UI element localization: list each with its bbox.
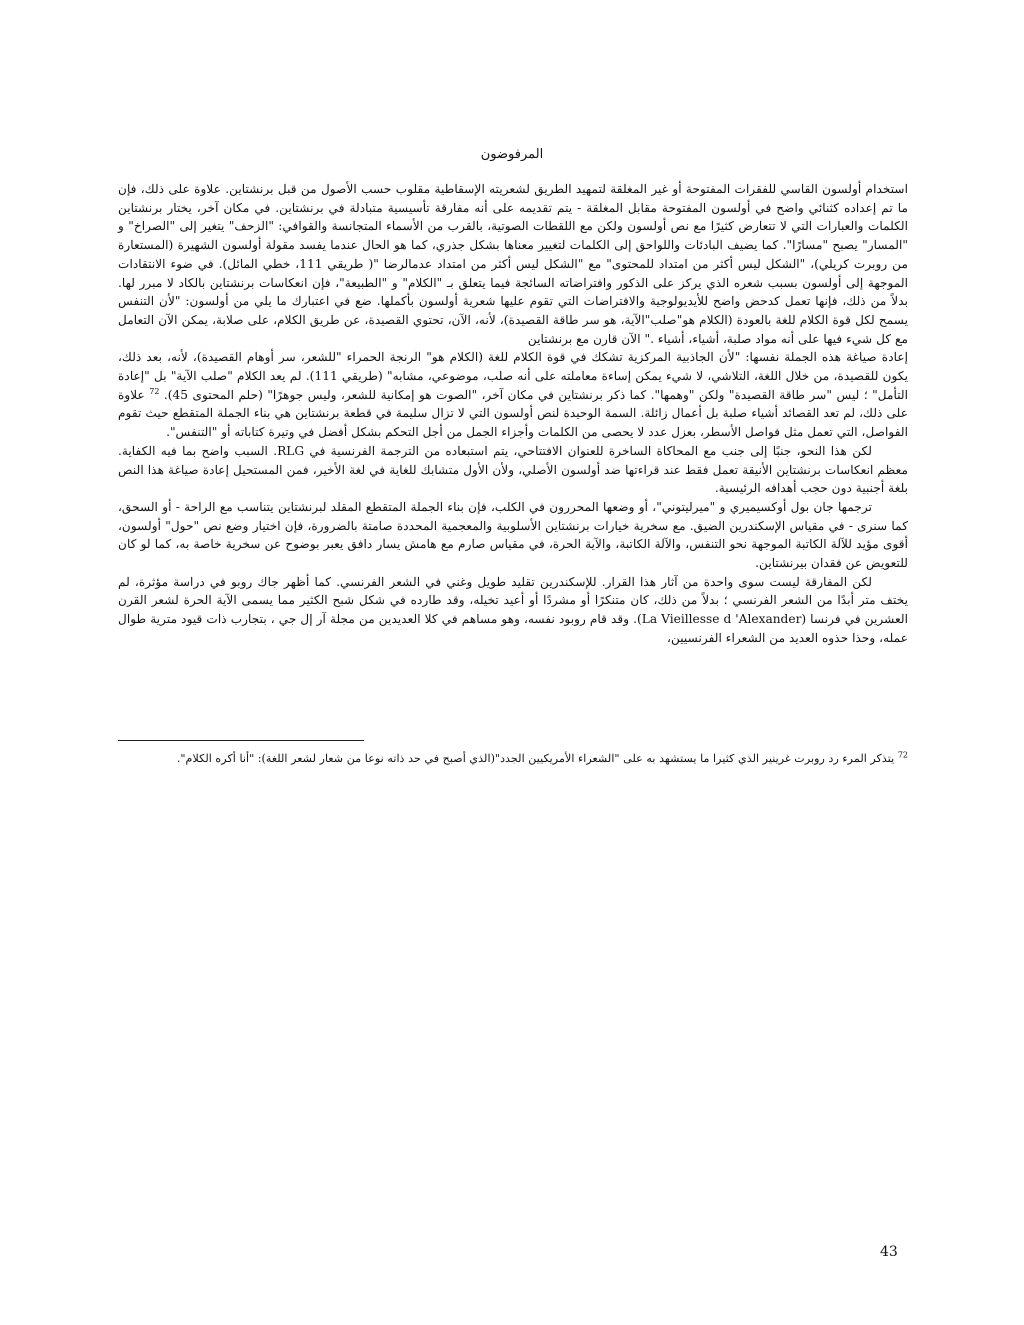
- paragraph-text: علاوة على ذلك، لم تعد القصائد أشياء صلبة بل أعمال زائلة. السمة الوحيدة لنص أولسون التي لا تزال سليمة في قطعة برنشتاين هي بناء الجملة المتقطع حيث تقوم الفواصل، التي تعمل مثل فواصل الأسطر، بعزل عدد لا يحصى من الكلمات وأجزاء الجمل من أجل التحكم بشكل أفضل في وتيرة كتاباته أو "التنفس".: [118, 387, 908, 440]
- body-text: [118, 180, 908, 648]
- paragraph: لكن هذا النحو، جنبًا إلى جنب مع المحاكاة الساخرة للعنوان الافتتاحي، يتم استبعاده من الترجمة الفرنسية في RLG. السبب واضح بما فيه الكفاية. معظم انعكاسات برنشتاين الأنيقة تعمل فقط عند قراءتها ضد أولسون الأصلي، ولأن الأول متشابك للغاية في لغة الأخير، فمن المستحيل إعادة صياغة هذا النص بلغة أجنبية دون حجب أهدافه الرئيسية.: [118, 443, 908, 496]
- footnote-divider: [118, 740, 364, 741]
- footnote: [118, 750, 908, 767]
- page-number: 43: [880, 1244, 898, 1260]
- paragraph-text: إعادة صياغة هذه الجملة نفسها: "لأن الجاذبية المركزية تشكك في قوة الكلام للغة (الكلام هو" الرنجة الحمراء "للشعر، سر أوهام القصيدة)، لأنه، بعد ذلك، يكون للقصيدة، من خلال اللغة، التلاشي، لا شيء يمكن إساءة معاملته على أنه صلب، موضوعي، مشابه" (طريقي 111). لم يعد الكلام "صلب الآية" بل "إعادة التأمل" ؛ ليس "سر طاقة القصيدة" ولكن "وهمها". كما ذكر برنشتاين في مكان آخر، "الصوت هو إمكانية للشعر، وليس جوهرًا" (حلم المحتوى 45).: [118, 350, 908, 402]
- footnote-number: 72: [897, 750, 908, 760]
- paragraph: ترجمها جان بول أوكسيميري و "ميرليتوني"، أو وضعها المحررون في الكلب، فإن بناء الجملة المتقطع المقلد لبرنشتاين يتناسب مع الراحة - أو السحق، كما سنرى - في مقياس الإسكندرين الضيق. مع سخرية خيارات برنشتاين الأسلوبية والمعجمية المحددة صامتة بالضرورة، فإن اختيار وضع نص "حول" أولسون، أقوى مؤيد للآلة الكاتبة الموجهة نحو التنفس، والآلة الكاتبة، والآية الحرة، في مقياس صارم مع هامش يسار دافق يعبر بوضوح عن سخرية خاصة به، كما لو كان للتعويض عن فقدان بيرنشتاين.: [118, 499, 908, 571]
- paragraph: [118, 348, 908, 442]
- page-title: المرفوضون: [480, 147, 544, 162]
- footnote-text: يتذكر المرء رد روبرت غرينير الذي كثيرا ما يستشهد به على "الشعراء الأمريكيين الجدد"(الذي أصبح في حد ذاته نوعا من شعار لشعر اللغة): "أنا أكره الكلام".: [176, 752, 895, 765]
- paragraph: استخدام أولسون القاسي للفقرات المفتوحة أو غير المغلقة لتمهيد الطريق لشعريته الإسقاطية مقلوب حسب الأصول من قبل برنشتاين. علاوة على ذلك، فإن ما تم إعداده كثنائي واضح في أولسون المفتوحة مقابل المغلقة - يتم تقديمه على أنه مفارقة تأسيسية متبادلة في برنشتاين. في مكان آخر، يختار برنشتاين الكلمات والعبارات التي لا تتعارض كثيرًا مع نص أولسون ولكن مع اللقطات الصوتية، بالقرب من الأسماء المتجانسة والقوافي: "الزحف" يتغير إلى "الصراخ" و "المسار" يصبح "مسارًا". كما يضيف البادئات واللواحق إلى الكلمات لتغيير معناها بشكل جذري، كما هو الحال عندما يفسد مقولة أولسون الشهيرة (المستعارة من روبرت كريلي)، "الشكل ليس أكثر من امتداد للمحتوى" مع "الشكل ليس أكثر من امتداد عدمالرضا "( طريقي 111، خطي المائل). في ضوء الانتقادات الموجهة إلى أولسون بسبب شعره الذي يركز على الذكور وافتراضاته السائجة فيما يتعلق بـ "الكلام" و "الطبيعة"، فإن انعكاسات برنشتاين بالكاد لا مبرر لها. بدلاً من ذلك، فإنها تعمل كدحض واضح للأيديولوجية والافتراضات التي تقوم عليها شعرية أولسون بأكملها. ضع في اعتبارك ما يلي من أولسون: "لأن التنفس يسمح لكل قوة الكلام للغة بالعودة (الكلام هو"صلب"الآية، هو سر طاقة القصيدة)، لأنه، الآن، تحتوي القصيدة، عن طريق الكلام، على صلابة، يمكن الآن التعامل مع كل شيء فيها على أنه مواد صلبة، أشياء، أشياء ." الآن قارن مع برنشتاين: [118, 182, 908, 346]
- paragraph: لكن المفارقة ليست سوى واحدة من آثار هذا القرار. للإسكندرين تقليد طويل وغني في الشعر الفرنسي. كما أظهر جاك روبو في دراسة مؤثرة، لم يختف متر أبدًا من الشعر الفرنسي ؛ بدلاً من ذلك، كان متنكرًا أو مشردًا أو أعيد تخيله، وقد طارده في شكل شبح الكثير مما يسمى الآية الحرة لشعر القرن العشرين في فرنسا (La Vieillesse d 'Alexander). وقد قام روبود نفسه، وهو مساهم في كلا العديدين من مجلة آر إل جي ، بتجارب ذات قيود مترية طوال عمله، وحذا حذوه العديد من الشعراء الفرنسيين،: [118, 574, 908, 645]
- footnote-reference[interactable]: 72: [149, 386, 160, 396]
